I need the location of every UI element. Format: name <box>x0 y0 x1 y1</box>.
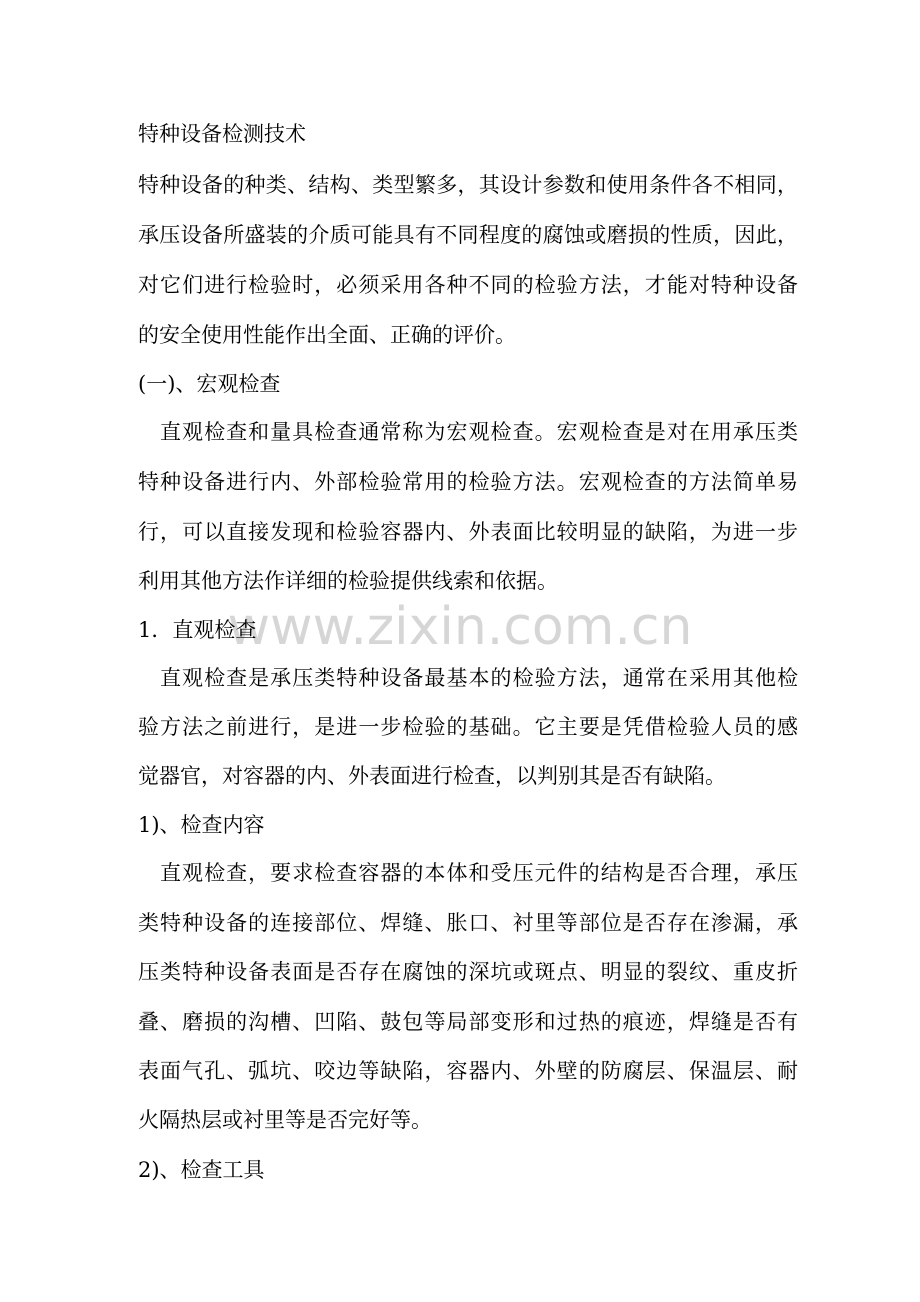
paragraph-line: 直观检查，要求检查容器的本体和受压元件的结构是否合理，承压 <box>160 861 798 885</box>
intro-line: 承压设备所盛装的介质可能具有不同程度的腐蚀或磨损的性质，因此， <box>138 223 798 247</box>
intro-line: 对它们进行检验时，必须采用各种不同的检验方法，才能对特种设备 <box>138 273 798 297</box>
paragraph-line: 表面气孔、弧坑、咬边等缺陷，容器内、外壁的防腐层、保温层、耐 <box>138 1059 798 1083</box>
paragraph-line: 叠、磨损的沟槽、凹陷、鼓包等局部变形和过热的痕迹，焊缝是否有 <box>138 1010 798 1034</box>
paragraph-line: 行，可以直接发现和检验容器内、外表面比较明显的缺陷，为进一步 <box>138 520 798 544</box>
intro-line: 特种设备的种类、结构、类型繁多，其设计参数和使用条件各不相同， <box>138 173 798 197</box>
intro-line: 的安全使用性能作出全面、正确的评价。 <box>138 323 516 347</box>
paragraph-line: 觉器官，对容器的内、外表面进行检查，以判别其是否有缺陷。 <box>138 764 726 788</box>
paragraph-line: 类特种设备的连接部位、焊缝、胀口、衬里等部位是否存在渗漏，承 <box>138 911 798 935</box>
paragraph-line: 火隔热层或衬里等是否完好等。 <box>138 1108 432 1132</box>
paragraph-line: 压类特种设备表面是否存在腐蚀的深坑或斑点、明显的裂纹、重皮折 <box>138 960 798 984</box>
watermark: www.zixin.com.cn <box>227 597 693 657</box>
paragraph-line: 直观检查是承压类特种设备最基本的检验方法，通常在采用其他检 <box>160 666 798 690</box>
section-heading: (一)、宏观检查 <box>138 372 281 396</box>
paragraph-line: 特种设备进行内、外部检验常用的检验方法。宏观检查的方法简单易 <box>138 470 798 494</box>
paragraph-line: 利用其他方法作详细的检验提供线索和依据。 <box>138 569 558 593</box>
paragraph-line: 直观检查和量具检查通常称为宏观检查。宏观检查是对在用承压类 <box>160 420 798 444</box>
item-heading: 1)、检查内容 <box>138 813 265 837</box>
item-heading: 2)、检查工具 <box>138 1158 265 1182</box>
paragraph-line: 验方法之前进行，是进一步检验的基础。它主要是凭借检验人员的感 <box>138 715 798 739</box>
document-title: 特种设备检测技术 <box>138 122 306 146</box>
subsection-heading: 1．直观检查 <box>138 618 257 642</box>
